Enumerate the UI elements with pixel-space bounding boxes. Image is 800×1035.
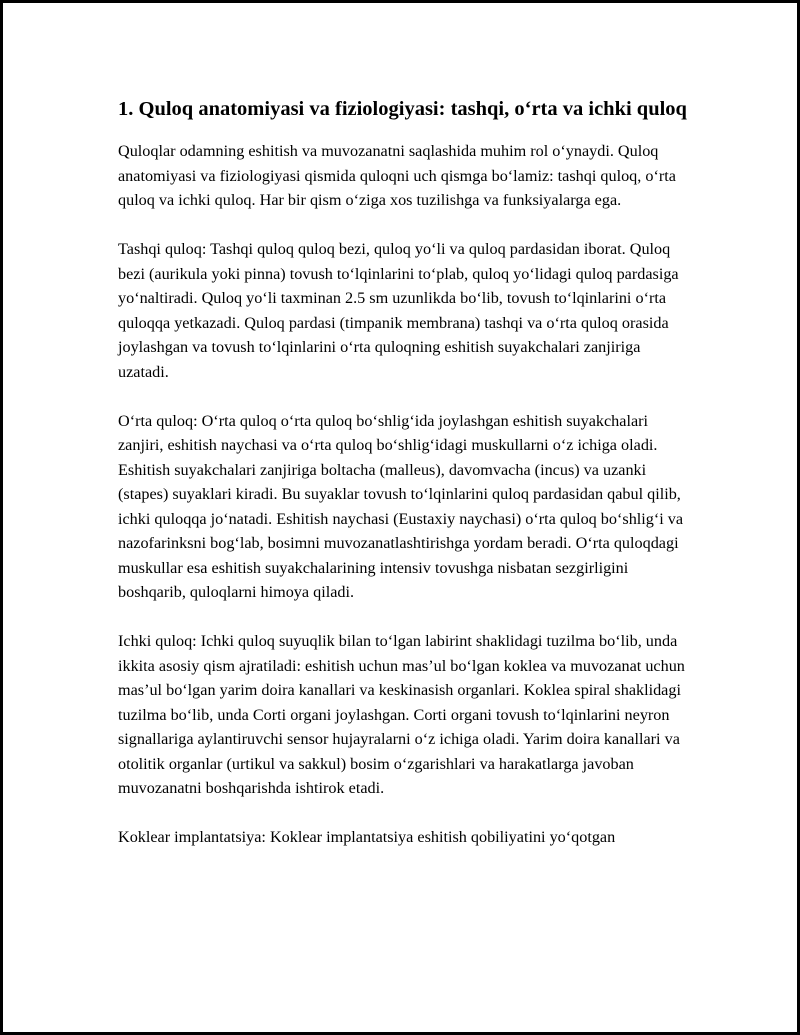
paragraph-cochlear-implant: Koklear implantatsiya: Koklear implantatsiya eshitish qobiliyatini yo‘qotgan [118, 828, 616, 846]
section-heading: 1. Quloq anatomiyasi va fiziologiyasi: tashqi, o‘rta va ichki quloq [118, 98, 687, 120]
paragraph-outer-ear: Tashqi quloq: Tashqi quloq quloq bezi, quloq yo‘li va quloq pardasidan iborat. Quloq bezi (aurikula yoki pinna) tovush to‘lqinlarini to‘plab, quloq yo‘lidagi quloq pardasiga yo‘naltiradi. Quloq yo‘li taxminan 2.5 sm uzunlikda bo‘lib, tovush to‘lqinlarini o‘rta quloqqa yetkazadi. Quloq pardasi (timpanik membrana) tashqi va o‘rta quloq orasida joylashgan va tovush to‘lqinlarini o‘rta quloqning eshitish suyakchalari zanjiriga uzatadi. [118, 240, 679, 381]
paragraph-inner-ear: Ichki quloq: Ichki quloq suyuqlik bilan to‘lgan labirint shaklidagi tuzilma bo‘lib, unda ikkita asosiy qism ajratiladi: eshitish uchun mas’ul bo‘lgan koklea va muvozanat uchun mas’ul bo‘lgan yarim doira kanallari va keskinasish organlari. Koklea spiral shaklidagi tuzilma bo‘lib, unda Corti organi joylashgan. Corti organi tovush to‘lqinlarini neyron signallariga aylantiruvchi sensor hujayralarni o‘z ichiga oladi. Yarim doira kanallari va otolitik organlar (urtikul va sakkul) bosim o‘zgarishlari va harakatlarga javoban muvozanatni boshqarishda ishtirok etadi. [118, 632, 685, 797]
paragraph-middle-ear: O‘rta quloq: O‘rta quloq o‘rta quloq bo‘shlig‘ida joylashgan eshitish suyakchalari zanjiri, eshitish naychasi va o‘rta quloq bo‘shlig‘idagi muskullarni o‘z ichiga oladi. Eshitish suyakchalari zanjiriga boltacha (malleus), davomvacha (incus) va uzanki (stapes) suyaklari kiradi. Bu suyaklar tovush to‘lqinlarini quloq pardasidan qabul qilib, ichki quloqqa jo‘natadi. Eshitish naychasi (Eustaxiy naychasi) o‘rta quloq bo‘shlig‘i va nazofarinksni bog‘lab, bosimni muvozanatlashtirishga yordam beradi. O‘rta quloqdagi muskullar esa eshitish suyakchalarining intensiv tovushga nisbatan sezgirligini boshqarib, quloqlarni himoya qiladi. [118, 411, 684, 601]
paragraph-introduction: Quloqlar odamning eshitish va muvozanatni saqlashida muhim rol o‘ynaydi. Quloq anatomiyasi va fiziologiyasi qismida quloqni uch qismga bo‘lamiz: tashqi quloq, o‘rta quloq va ichki quloq. Har bir qism o‘ziga xos tuzilishga va funksiyalarga ega. [118, 142, 676, 209]
document-body [118, 96, 693, 874]
